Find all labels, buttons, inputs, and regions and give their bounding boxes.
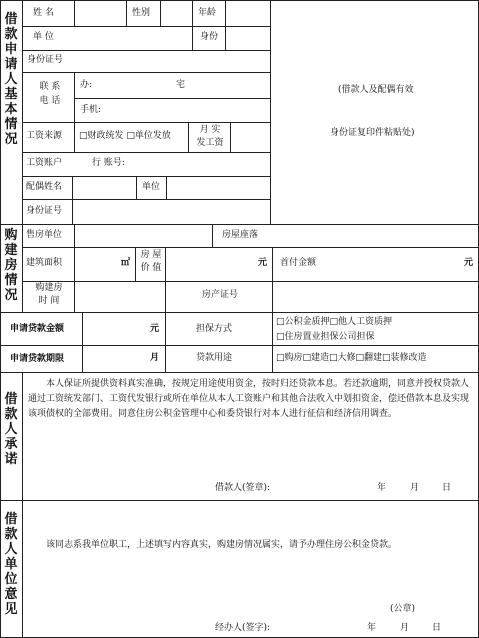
label-seller: 售房单位 (26, 230, 63, 240)
price-unit: 元 (258, 258, 268, 268)
id-copy-note-line1: (借款人及配偶有效 (338, 85, 414, 95)
label-age: 年龄 (198, 8, 217, 18)
label-area: 建筑面积 (26, 258, 63, 268)
label-location: 房屋座落 (222, 230, 259, 240)
label-salary-account: 工资账户 (26, 158, 63, 168)
label-spouse-id: 身份证号 (26, 206, 63, 216)
label-gender: 性别 (132, 8, 151, 18)
label-home-phone: 宅 (176, 80, 186, 90)
label-house-price: 房 屋 价 值 (140, 250, 162, 273)
label-mobile: 手机: (80, 105, 102, 115)
label-id-number: 身份证号 (27, 55, 64, 65)
label-borrower-signature: 借款人(签章): (215, 483, 271, 493)
label-account-number: 行 账号: (92, 158, 125, 168)
section-unit-opinion-title: 借款人单位意见 (4, 512, 18, 617)
down-payment-unit: 元 (464, 258, 474, 268)
label-name: 姓 名 (33, 8, 54, 18)
loan-term-unit: 月 (150, 353, 160, 363)
label-spouse-name: 配偶姓名 (26, 182, 63, 192)
label-property-cert: 房产证号 (202, 290, 239, 300)
loan-purpose-options[interactable]: □购房□建造□大修□翻建□装修改造 (276, 353, 427, 363)
loan-amount-unit: 元 (150, 324, 160, 334)
label-unit-month: 月 (400, 623, 410, 633)
label-unit-day: 日 (432, 623, 442, 633)
label-actual-salary: 月 实 发工资 (196, 125, 224, 148)
label-salary-source: 工资来源 (26, 131, 63, 141)
label-loan-term: 申请贷款期限 (10, 354, 65, 364)
label-spouse-unit: 单位 (142, 182, 161, 192)
borrower-promise-text: 本人保证所提供资料真实准确，按规定用途使用资金，按时归还贷款本息。若还款逾期，同意并授权贷款人通过工资统发部门、工资代发银行或所在单位从本人工资账户和其他合法收入中划扣资金，偿还借款本息及实现该项债权的全部费用。同意住房公积金管理中心和委贷银行对本人进行征信和经济信用调查。 (28, 379, 470, 419)
label-promise-day: 日 (442, 483, 452, 493)
unit-opinion-text: 该同志系我单位职工，上述填写内容真实，购建房情况属实，请予办理住房公积金贷款。 (46, 540, 398, 550)
label-promise-year: 年 (377, 483, 387, 493)
id-copy-note-line2: 身份证复印件粘贴处) (330, 128, 415, 138)
section-applicant-title: 借款申请人基本情况 (4, 12, 18, 147)
label-guarantee-method: 担保方式 (196, 324, 233, 334)
label-unit: 单 位 (33, 32, 54, 42)
label-handler-signature: 经办人(签字): (215, 623, 271, 633)
label-unit-year: 年 (367, 623, 377, 633)
section-promise-title: 借款人承诺 (4, 392, 18, 467)
label-purchase-time: 购建房 时 间 (35, 283, 63, 306)
label-loan-purpose: 贷款用途 (196, 353, 233, 363)
label-contact-phone: 联 系 电 话 (39, 82, 61, 106)
label-promise-month: 月 (410, 483, 420, 493)
guarantee-option-2[interactable]: □住房置业担保公司担保 (276, 332, 375, 342)
label-position: 身份 (200, 32, 219, 42)
label-loan-amount: 申请贷款金额 (10, 324, 65, 334)
section-purchase-title: 购建房情况 (4, 228, 18, 303)
label-office-phone: 办: (80, 80, 93, 90)
salary-source-options[interactable]: □财政统发 □单位发放 (79, 131, 171, 141)
label-down-payment: 首付金额 (280, 258, 317, 268)
guarantee-option-1[interactable]: □公积金质押□他人工资质押 (276, 317, 393, 327)
label-official-seal: (公章) (390, 604, 416, 614)
area-unit: ㎡ (121, 258, 131, 268)
